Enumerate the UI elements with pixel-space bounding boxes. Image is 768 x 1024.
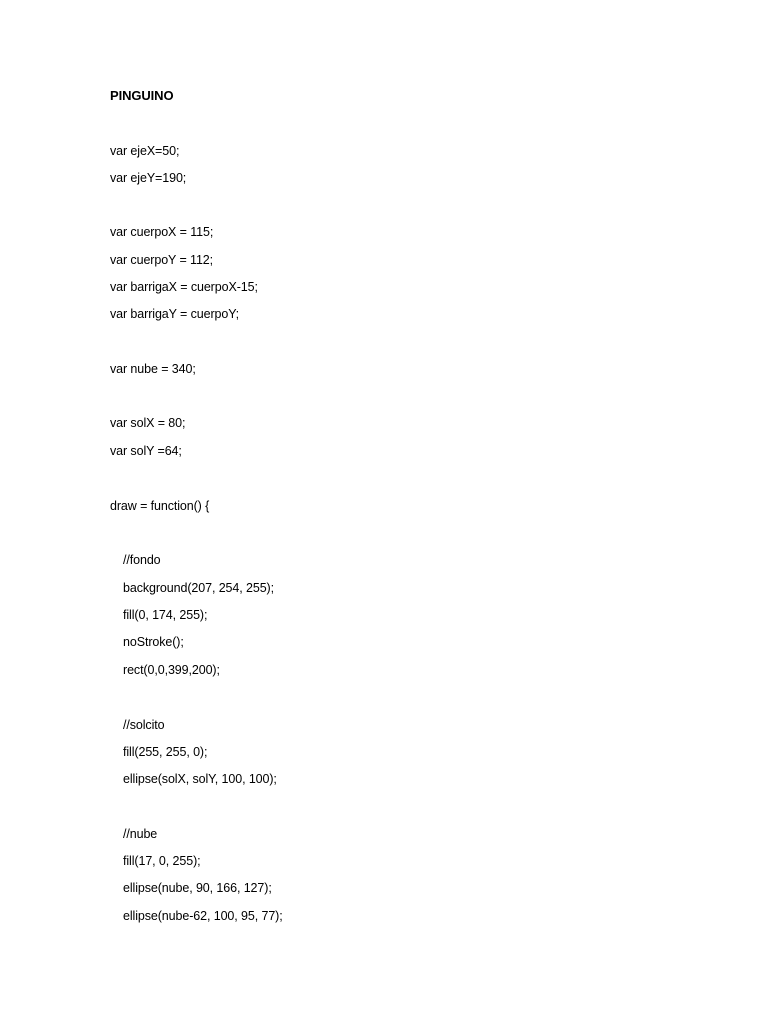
code-line: var barrigaX = cuerpoX-15;: [110, 280, 258, 294]
code-line: fill(17, 0, 255);: [123, 854, 201, 868]
code-line: draw = function() {: [110, 499, 210, 513]
code-line: rect(0,0,399,200);: [123, 663, 220, 677]
code-line: var solX = 80;: [110, 416, 186, 430]
code-comment: //fondo: [123, 553, 161, 567]
code-line: fill(0, 174, 255);: [123, 608, 208, 622]
code-line: ellipse(nube-62, 100, 95, 77);: [123, 909, 283, 923]
code-comment: //nube: [123, 827, 158, 841]
code-line: fill(255, 255, 0);: [123, 745, 208, 759]
code-comment: //solcito: [123, 718, 165, 732]
code-line: var cuerpoY = 112;: [110, 253, 214, 267]
code-line: noStroke();: [123, 635, 184, 649]
code-line: var cuerpoX = 115;: [110, 225, 214, 239]
code-line: var ejeX=50;: [110, 144, 180, 158]
code-line: var ejeY=190;: [110, 171, 187, 185]
document-title: PINGUINO: [110, 88, 174, 103]
code-line: var solY =64;: [110, 444, 182, 458]
code-line: background(207, 254, 255);: [123, 581, 274, 595]
code-line: var nube = 340;: [110, 362, 196, 376]
code-line: ellipse(solX, solY, 100, 100);: [123, 772, 277, 786]
code-line: ellipse(nube, 90, 166, 127);: [123, 881, 272, 895]
code-line: var barrigaY = cuerpoY;: [110, 307, 240, 321]
